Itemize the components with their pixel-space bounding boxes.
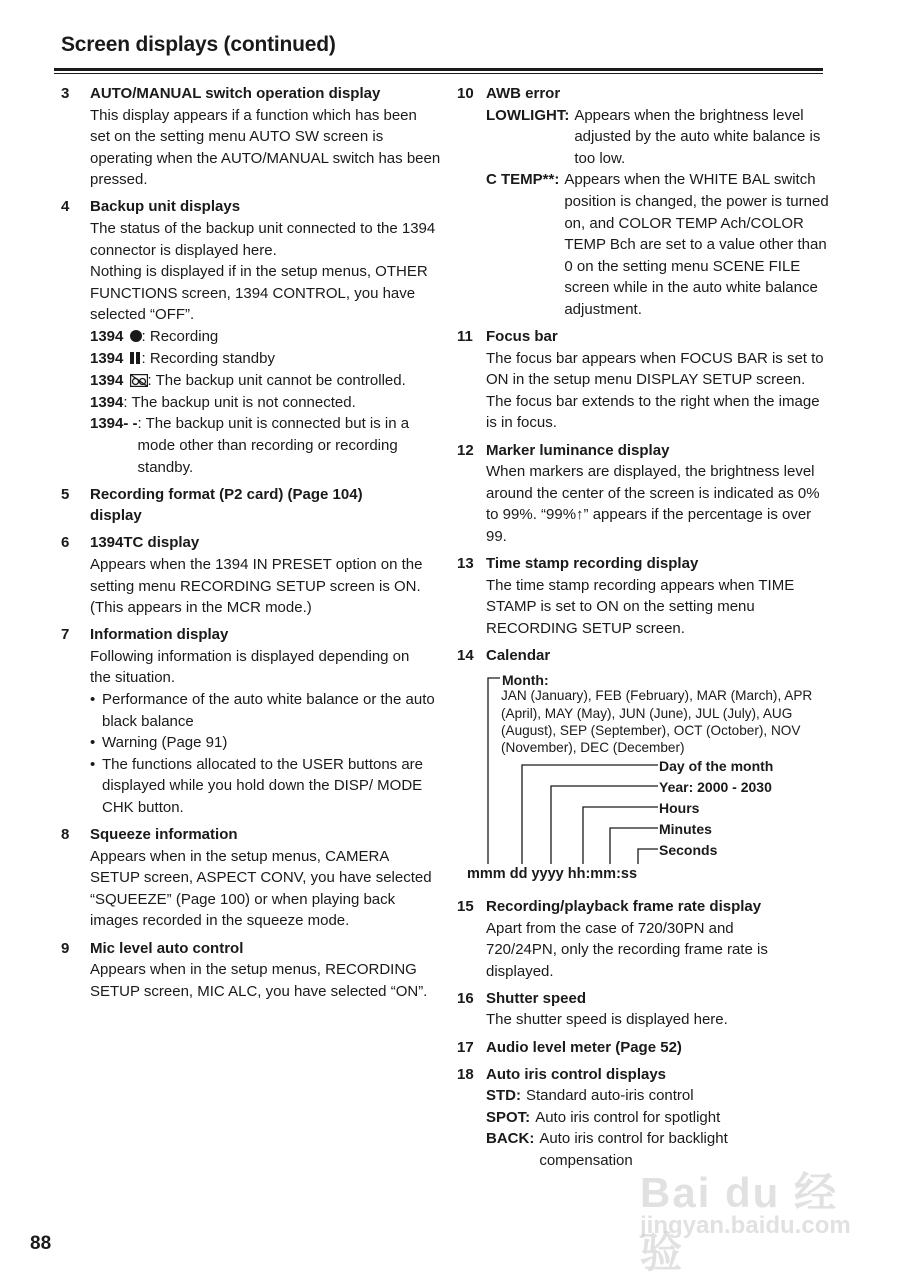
- no-control-icon: [130, 374, 148, 387]
- state-desc: : The backup unit cannot be controlled.: [147, 372, 406, 390]
- item-body: The status of the backup unit connected to the 1394 connector is displayed here.: [90, 220, 436, 259]
- item-number: 16: [457, 989, 474, 1007]
- pause-icon: [130, 349, 142, 371]
- item-17: [457, 1037, 829, 1059]
- item-number: 15: [457, 897, 474, 915]
- item-number: 17: [457, 1038, 474, 1056]
- item-number: 14: [457, 646, 474, 664]
- state-not-connected: [90, 392, 441, 414]
- state-standby: [90, 348, 441, 371]
- item-body: The focus bar extends to the right when the image is in focus.: [486, 392, 820, 432]
- date-format: mmm dd yyyy hh:mm:ss: [467, 866, 638, 883]
- hours-label: Hours: [659, 800, 700, 817]
- item-9: [61, 938, 441, 1003]
- record-dot-icon: [130, 330, 142, 342]
- item-body: When markers are displayed, the brightness level around the center of the screen is indicated as 0% to 99%. “99%↑” appears if the percentage is over 99.: [486, 463, 820, 545]
- item-number: 10: [457, 85, 474, 102]
- bullet-item: • Warning (Page 91): [90, 732, 441, 754]
- item-7: [61, 624, 441, 818]
- item-body: The time stamp recording appears when TIME STAMP is set to ON on the setting menu RECORDING SETUP screen.: [486, 576, 795, 637]
- item-heading: Mic level auto control: [90, 939, 244, 957]
- state-desc: : Recording standby: [141, 349, 275, 367]
- calendar-diagram: [458, 668, 829, 890]
- header-rule-thick: [54, 68, 823, 71]
- item-11: [457, 326, 829, 434]
- month-label: Month:: [502, 672, 549, 689]
- item-body: Appears when in the setup menus, RECORDING SETUP screen, MIC ALC, you have selected “ON”.: [90, 961, 428, 1000]
- def-term: C TEMP**:: [486, 171, 560, 189]
- header-rule-thin: [54, 73, 823, 74]
- item-heading: Focus bar: [486, 328, 558, 346]
- item-number: 18: [457, 1065, 474, 1083]
- item-number: 5: [61, 485, 70, 503]
- def-term: STD:: [486, 1087, 521, 1105]
- item-body: Following information is displayed depending on the situation.: [90, 647, 410, 687]
- awb-lowlight: [486, 105, 829, 170]
- state-term: 1394: [90, 326, 142, 348]
- page-number: 88: [30, 1233, 52, 1254]
- state-desc: : The backup unit is connected but is in a mode other than recording or recording standby.: [137, 415, 410, 476]
- item-10: [457, 83, 829, 321]
- item-14: [457, 645, 829, 891]
- item-heading: Recording/playback frame rate display: [486, 897, 762, 915]
- item-heading: Calendar: [486, 646, 551, 664]
- item-body: This display appears if a function which has been set on the setting menu AUTO SW screen is operating when the AUTO/MANUAL switch has been pressed.: [90, 106, 441, 189]
- item-body: Apart from the case of 720/30PN and 720/24PN, only the recording frame rate is displayed.: [486, 919, 768, 980]
- year-label: Year: 2000 - 2030: [659, 779, 772, 796]
- item-number: 4: [61, 198, 70, 216]
- item-number: 13: [457, 554, 474, 572]
- left-column: [61, 83, 441, 1008]
- item-heading: Information display: [90, 626, 229, 644]
- state-term: 1394- -: [90, 415, 138, 433]
- def-desc: Auto iris control for backlight compensation: [539, 1130, 728, 1169]
- item-3: [61, 83, 441, 191]
- state-no-control: [90, 370, 441, 392]
- minutes-label: Minutes: [659, 821, 712, 838]
- item-13: [457, 553, 829, 639]
- state-term: 1394: [90, 370, 148, 392]
- item-8: [61, 824, 441, 932]
- item-heading: 1394TC display: [90, 534, 200, 552]
- def-desc: Appears when the brightness level adjusted by the auto white balance is too low.: [574, 106, 821, 167]
- item-heading: Auto iris control displays: [486, 1065, 667, 1083]
- def-term: BACK:: [486, 1130, 535, 1148]
- item-heading: Time stamp recording display: [486, 554, 699, 572]
- item-number: 9: [61, 939, 70, 957]
- seconds-label: Seconds: [659, 842, 718, 859]
- item-number: 7: [61, 626, 70, 644]
- state-desc: : The backup unit is not connected.: [123, 393, 356, 411]
- right-column: [457, 83, 829, 1177]
- item-6: [61, 532, 441, 618]
- state-recording: [90, 326, 441, 348]
- iris-back: [486, 1128, 776, 1171]
- awb-ctemp: [486, 169, 829, 320]
- item-heading: Shutter speed: [486, 989, 587, 1007]
- item-body: Nothing is displayed if in the setup menus, OTHER FUNCTIONS screen, 1394 CONTROL, you have selected “OFF”.: [90, 263, 428, 324]
- day-label: Day of the month: [659, 758, 774, 775]
- months-list: JAN (January), FEB (February), MAR (March), APR (April), MAY (May), JUN (June), JUL (July), AUG (August), SEP (September), OCT (October), NOV (November), DEC (December): [501, 688, 813, 756]
- item-heading: Recording format (P2 card) (Page 104) display: [90, 485, 363, 525]
- item-body: The focus bar appears when FOCUS BAR is set to ON in the setup menu DISPLAY SETUP screen.: [486, 349, 824, 389]
- iris-std: [486, 1085, 829, 1107]
- item-15: [457, 896, 829, 982]
- bullet-item: • Performance of the auto white balance or the auto black balance: [90, 689, 441, 732]
- state-desc: : Recording: [141, 328, 219, 346]
- bullet-item: • The functions allocated to the USER buttons are displayed while you hold down the DISP/ MODE CHK button.: [90, 754, 441, 819]
- state-term: 1394: [90, 393, 124, 411]
- item-body: The shutter speed is displayed here.: [486, 1011, 728, 1029]
- item-body: Appears when the 1394 IN PRESET option on the setting menu RECORDING SETUP screen is ON. (This appears in the MCR mode.): [90, 555, 423, 617]
- item-heading: Audio level meter (Page 52): [486, 1038, 682, 1056]
- page-title: Screen displays (continued): [61, 33, 336, 56]
- item-number: 11: [457, 328, 473, 346]
- item-heading: AWB error: [486, 85, 561, 102]
- item-heading: Backup unit displays: [90, 198, 241, 216]
- item-heading: AUTO/MANUAL switch operation display: [90, 85, 381, 102]
- item-number: 6: [61, 534, 70, 552]
- item-number: 3: [61, 85, 70, 102]
- item-16: [457, 988, 829, 1031]
- item-number: 8: [61, 826, 70, 844]
- def-desc: Auto iris control for spotlight: [535, 1108, 721, 1126]
- item-body: Appears when in the setup menus, CAMERA SETUP screen, ASPECT CONV, you have selected “SQUEEZE” (Page 100) or when playing back images recorded in the squeeze mode.: [90, 847, 432, 930]
- state-other-mode: [90, 413, 441, 478]
- state-term: 1394: [90, 348, 142, 371]
- item-4: [61, 196, 441, 478]
- item-heading: Marker luminance display: [486, 441, 670, 459]
- item-5: [61, 484, 441, 527]
- def-term: SPOT:: [486, 1108, 531, 1126]
- def-term: LOWLIGHT:: [486, 106, 570, 124]
- item-12: [457, 440, 829, 548]
- item-18: [457, 1064, 829, 1172]
- watermark-brand: Bai du 经验: [640, 1169, 839, 1276]
- def-desc: Appears when the WHITE BAL switch position is changed, the power is turned on, and COLOR TEMP Ach/COLOR TEMP Bch are set to a value other than 0 on the setting menu SCENE FILE screen while in the auto white balance adjustment.: [564, 171, 829, 318]
- watermark-url: jingyan.baidu.com: [640, 1212, 851, 1239]
- item-heading: Squeeze information: [90, 826, 238, 844]
- iris-spot: [486, 1107, 829, 1129]
- def-desc: Standard auto-iris control: [526, 1087, 694, 1105]
- item-number: 12: [457, 441, 474, 459]
